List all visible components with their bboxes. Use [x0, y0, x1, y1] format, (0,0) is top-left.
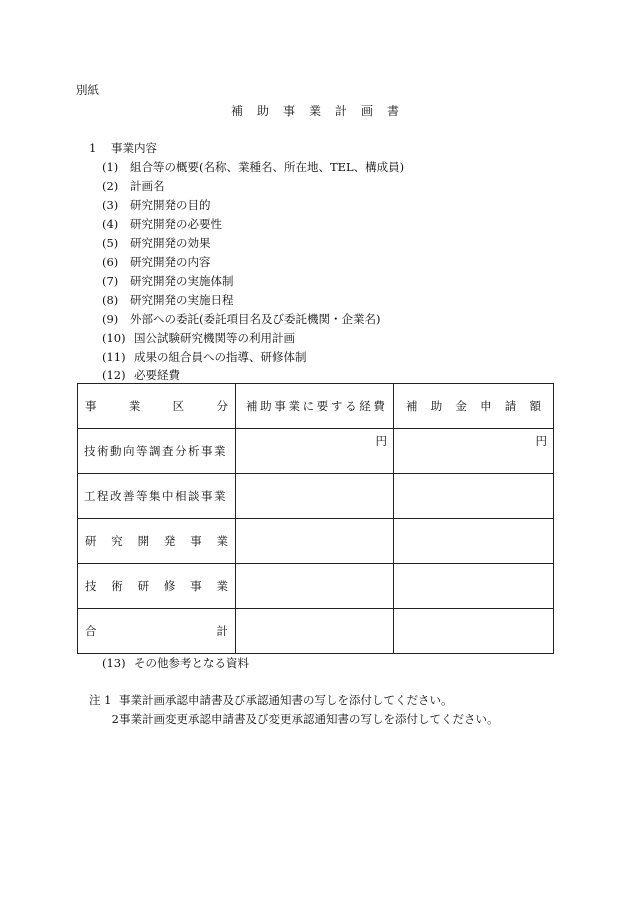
category-text [78, 578, 235, 594]
category-text [78, 533, 235, 549]
char: 要 [316, 399, 329, 413]
char: 計 [216, 624, 228, 638]
item-number: (3) [102, 198, 119, 212]
list-item [102, 352, 307, 364]
header-cost [236, 384, 394, 429]
item-text: 研究開発の実施体制 [130, 274, 234, 288]
char: 金 [455, 399, 467, 413]
item-number: (4) [102, 217, 119, 231]
item-number: (6) [102, 255, 119, 269]
cost-cell [236, 519, 394, 564]
item-number: (13) [102, 656, 126, 670]
char: 助 [260, 399, 272, 413]
subsidy-cell [394, 609, 554, 654]
row-category [78, 474, 236, 519]
header-subsidy-text [394, 398, 553, 414]
list-item [102, 257, 211, 269]
list-item [102, 162, 404, 174]
table-row [78, 429, 554, 474]
char: 補 [246, 399, 258, 413]
yen-unit: 円 [535, 434, 547, 448]
subsidy-cell [394, 429, 554, 474]
document-title: 補助事業計画書 [230, 104, 413, 118]
char: 事 [190, 579, 202, 593]
row-category [78, 564, 236, 609]
list-item [102, 295, 234, 307]
header-category-text [78, 398, 235, 414]
cost-cell [236, 429, 394, 474]
item-number: (11) [102, 350, 126, 364]
char: 業 [288, 399, 300, 413]
char: 術 [111, 579, 123, 593]
char: 申 [480, 399, 492, 413]
table-row [78, 564, 554, 609]
item-number: (10) [102, 331, 126, 345]
item-text: 成果の組合員への指導、研修体制 [134, 350, 307, 364]
item-text: 研究開発の内容 [130, 255, 211, 269]
list-item [102, 314, 380, 326]
char: 分 [216, 399, 228, 413]
char: 費 [373, 399, 385, 413]
section-number: 1 [89, 141, 97, 155]
subsidy-cell [394, 474, 554, 519]
section-heading [89, 143, 157, 155]
category-text [78, 623, 235, 639]
item-text: 国公試験研究機関等の利用計画 [134, 331, 295, 345]
item-number: (2) [102, 179, 119, 193]
char: す [330, 399, 343, 413]
char: 事 [85, 399, 97, 413]
header-subsidy [394, 384, 554, 429]
char: 補 [406, 399, 418, 413]
note-number: 2 [111, 712, 119, 726]
list-item [102, 200, 211, 212]
item-number: (1) [102, 160, 119, 174]
attachment-label: 別紙 [76, 83, 99, 97]
item-text: 必要経費 [134, 368, 180, 382]
char: 事 [274, 399, 286, 413]
item-text: 計画名 [130, 179, 165, 193]
item-text: 組合等の概要(名称、業種名、所在地、TEL、構成員) [130, 160, 405, 174]
item-text: 研究開発の効果 [130, 236, 211, 250]
char: 修 [163, 579, 176, 593]
char: 開 [137, 534, 150, 548]
category-text: 工程改善等集中相談事業 [84, 489, 227, 503]
item-text: 研究開発の必要性 [130, 217, 222, 231]
list-item [102, 276, 234, 288]
cost-cell [236, 474, 394, 519]
char: 区 [172, 399, 185, 413]
item-number: (9) [102, 312, 119, 326]
table-row-total [78, 609, 554, 654]
section-title: 事業内容 [111, 141, 157, 155]
char: 研 [85, 534, 97, 548]
list-item [102, 181, 165, 193]
note-text: 事業計画承認申請書及び承認通知書の写しを添付してください。 [119, 693, 453, 707]
note-2 [89, 714, 499, 726]
char: 研 [137, 579, 150, 593]
yen-unit: 円 [375, 434, 387, 448]
row-category [78, 519, 236, 564]
item-text: 研究開発の目的 [130, 198, 211, 212]
category-text: 技術動向等調査分析事業 [84, 444, 227, 458]
char: 技 [85, 579, 97, 593]
table-row [78, 474, 554, 519]
char: 業 [128, 399, 141, 413]
item-number: (5) [102, 236, 119, 250]
item-number: (7) [102, 274, 119, 288]
char: 発 [163, 534, 176, 548]
row-category [78, 609, 236, 654]
char: 請 [504, 399, 517, 413]
char: 助 [430, 399, 443, 413]
list-item [102, 370, 180, 382]
header-cost-text [236, 398, 393, 414]
table-header-row [78, 384, 554, 429]
char: る [345, 399, 357, 413]
list-item [102, 658, 249, 670]
char: 究 [111, 534, 123, 548]
char: 業 [216, 534, 228, 548]
item-text: 研究開発の実施日程 [130, 293, 234, 307]
subsidy-cell [394, 519, 554, 564]
char: 業 [216, 579, 228, 593]
row-category [78, 429, 236, 474]
header-category [78, 384, 236, 429]
note-1 [89, 695, 453, 707]
list-item [102, 219, 222, 231]
item-text: 外部への委託(委託項目名及び委託機関・企業名) [130, 312, 381, 326]
item-text: その他参考となる資料 [134, 656, 249, 670]
char: 事 [190, 534, 202, 548]
cost-cell [236, 609, 394, 654]
item-number: (8) [102, 293, 119, 307]
subsidy-cell [394, 564, 554, 609]
item-number: (12) [102, 368, 126, 382]
note-text: 事業計画変更承認申請書及び変更承認通知書の写しを添付してください。 [119, 712, 499, 726]
cost-cell [236, 564, 394, 609]
char: に [302, 399, 315, 413]
char: 経 [359, 399, 371, 413]
list-item [102, 238, 211, 250]
char: 合 [85, 624, 97, 638]
note-number: 注 1 [89, 693, 112, 707]
table-row [78, 519, 554, 564]
list-item [102, 333, 295, 345]
char: 額 [529, 399, 541, 413]
expense-table [77, 383, 554, 654]
